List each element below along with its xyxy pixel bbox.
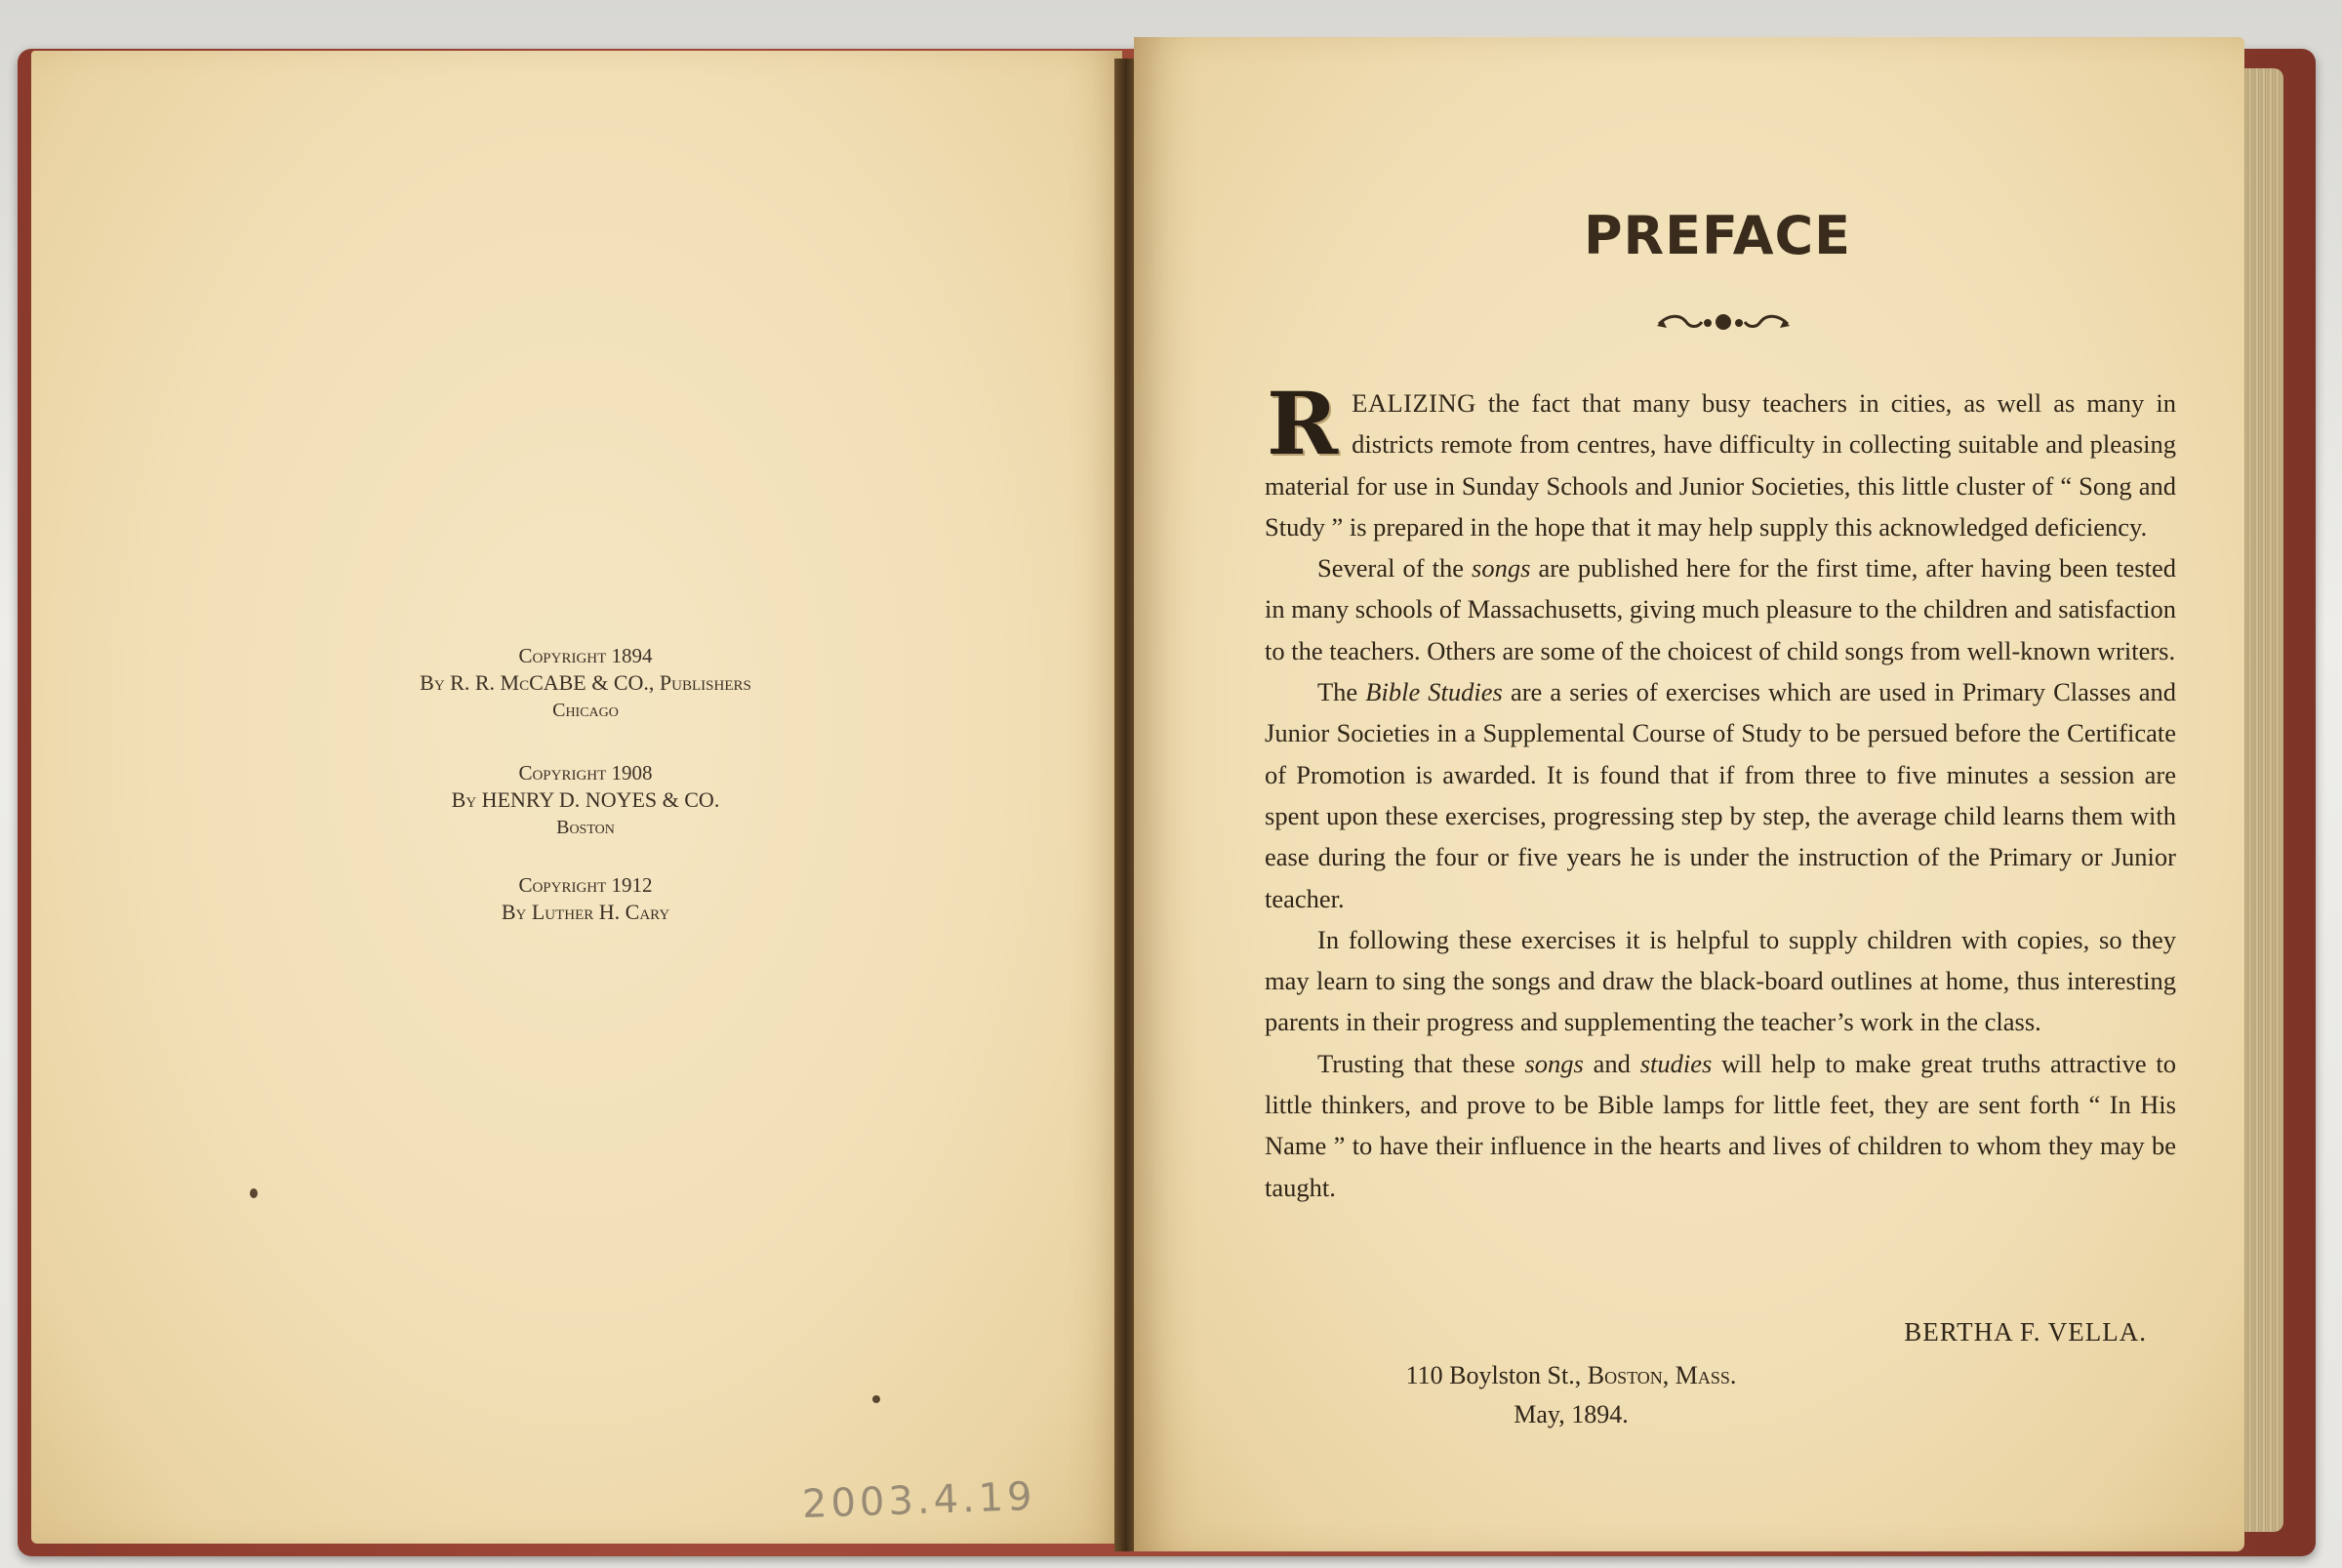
paragraph-text: In following these exercises it is helpful to supply children with copies, so they may learn to sing the songs and draw the black-board outlines at home, thus interesting parents in their progress and supplementing the teacher’s work in the class. [1265,924,2176,1037]
preface-paragraph-5 [1265,1043,2176,1208]
paragraph-text: Several of the [1317,553,1473,583]
copyright-publisher: By R. R. McCABE & CO., Publishers [420,670,751,695]
paragraph-text: Trusting that these [1317,1048,1525,1078]
address-street-name: Boylston St., [1442,1361,1588,1389]
ink-spot [872,1395,880,1403]
page-title: PREFACE [1583,205,1852,266]
preface-paragraph-2 [1265,547,2176,671]
address-number: 110 [1405,1361,1443,1389]
preface-paragraph-3 [1265,671,2176,919]
address-date: May, 1894. [1514,1400,1629,1428]
author-signature: BERTHA F. VELLA. [1904,1317,2147,1347]
address-city: Boston, Mass. [1587,1361,1737,1389]
paragraph-text: the fact that many busy teachers in cities, as well as many in districts remote from centres, have difficulty in collecting suitable and pleasing material for use in Sunday Schools and Junior Societies, this little cluster of “ Song and Study ” is prepared in the hope that it may help supply this acknowledged deficiency. [1265,388,2176,542]
paragraph-text: are a series of exercises which are used in Primary Classes and Junior Societies in a Supplemental Course of Study to be persued before the Certificate of Promotion is awarded. It is found that if from three to five minutes a session are spent upon these exercises, progressing step by step, the average child learns them with ease during the four or five years he is under the instruction of the Primary or Junior teacher. [1265,677,2176,913]
address-street [1327,1356,1815,1395]
paragraph-text: will help to make great truths attractive to little thinkers, and prove to be Bible lamps for little feet, they are sent forth “ In His Name ” to have their influence in the hearts and lives of children to whom they may be taught. [1265,1048,2177,1202]
drop-cap: R [1267,373,1339,474]
floral-ornament-icon [1655,308,1792,336]
paragraph-text: The [1317,677,1366,707]
author-address [1327,1356,1815,1434]
copyright-city: Boston [556,817,615,838]
emphasis-studies: studies [1639,1048,1713,1078]
emphasis-songs: songs [1524,1048,1584,1078]
copyright-year: Copyright 1894 [518,644,653,667]
copyright-publisher: By HENRY D. NOYES & CO. [451,787,720,812]
copyright-year: Copyright 1912 [518,873,653,897]
copyright-block-1894 [293,642,878,724]
emphasis-songs: songs [1472,553,1531,583]
preface-paragraph-1 [1265,373,2176,547]
paragraph-text: and [1583,1048,1640,1078]
copyright-publisher: By Luther H. Cary [501,900,670,924]
paragraph-text: are published here for the first time, after having been tested in many schools of Massachusetts, giving much pleasure to the children and satisfaction to the teachers. Others are some of the choicest of child songs from well-known writers. [1265,553,2176,665]
emphasis-bible-studies: Bible Studies [1365,677,1503,707]
copyright-year: Copyright 1908 [518,761,653,784]
ink-spot [250,1188,258,1198]
preface-body [1265,373,2177,1208]
accession-number: 2003.4.19 [801,1473,1037,1528]
first-word: EALIZING [1352,388,1476,418]
copyright-block-1912 [293,871,878,926]
preface-paragraph-4 [1265,919,2176,1043]
bleed-through-shadow [168,187,1027,675]
copyright-block-1908 [293,759,878,841]
copyright-city: Chicago [552,700,619,721]
